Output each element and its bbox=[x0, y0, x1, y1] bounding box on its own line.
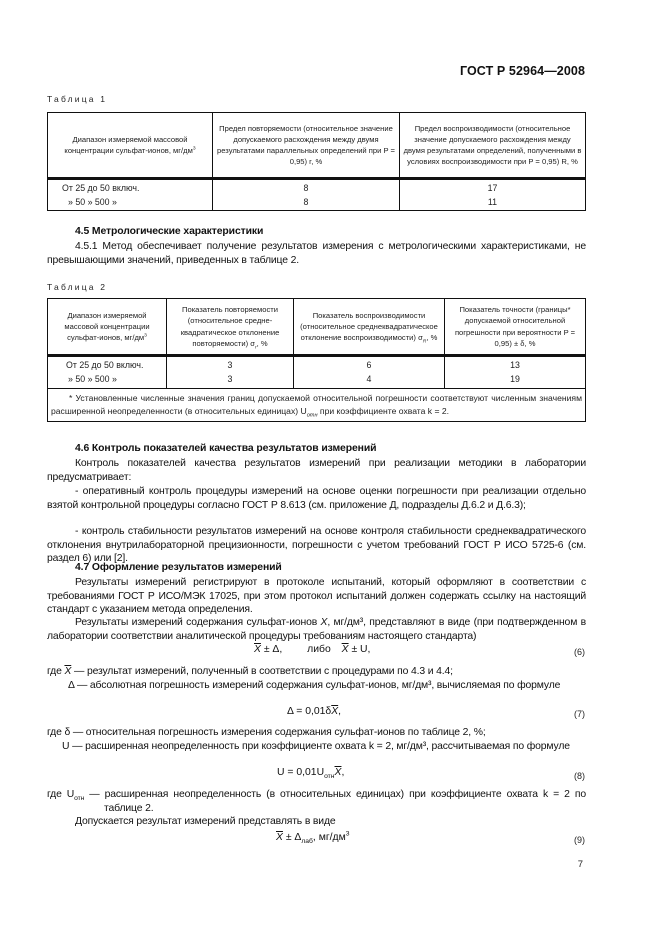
table1-header-reproducibility: Предел воспроизводимости (относительное значение допускаемого расхождения между двумя результатами определений, полученными в условиях воспроизводимости при P = 0,95) R, % bbox=[400, 113, 586, 179]
table-row: » 50 » 500 » 8 11 bbox=[48, 194, 586, 211]
where-x: где $\overline{X}$ — результат измерений, полученный в соответствии с процедурами по 4.3 и 4.4; bbox=[47, 666, 453, 677]
table-1 bbox=[47, 112, 586, 211]
section-4-7-heading: 4.7 Оформление результатов измерений bbox=[75, 562, 282, 573]
table-2 bbox=[47, 298, 586, 422]
section-4-7-para3: Допускается результат измерений представлять в виде bbox=[75, 816, 336, 827]
table2-header-repeatability: Показатель повторяемости (относительное среднеквадратическое отклонение повторяемости) $\sigma_r$, % bbox=[167, 299, 294, 356]
equation-6: $\overline{X} \pm \Delta$, либо $\overline{X} \pm U$, bbox=[254, 644, 371, 655]
where-delta: Δ — абсолютная погрешность измерений содержания сульфат-ионов, мг/дм³, вычисляемая по формуле bbox=[68, 680, 561, 691]
table-row: От 25 до 50 включ. 3 6 13 bbox=[48, 356, 586, 372]
section-4-5-heading: 4.5 Метрологические характеристики bbox=[75, 226, 264, 237]
table2-caption: Таблица 2 bbox=[47, 282, 108, 292]
equation-9-number: (9) bbox=[574, 835, 585, 845]
table1-header-range: Диапазон измеряемой массовой концентрации сульфат-ионов, $мг/дм^3$ bbox=[48, 113, 213, 179]
equation-8: $U = 0,01U_{отн}\overline{X}$, bbox=[277, 767, 345, 781]
equation-9: $\overline{X} \pm \Delta_{лаб}$, $мг/дм^3$ bbox=[276, 830, 350, 846]
section-4-6-heading: 4.6 Контроль показателей качества результатов измерений bbox=[75, 443, 377, 454]
section-4-5-paragraph: 4.5.1 Метод обеспечивает получение результатов измерения с метрологическими характеристиками, не превышающими значений, приведенных в таблице 2. bbox=[47, 241, 586, 266]
equation-7: $\Delta = 0,01\delta\overline{X}$, bbox=[287, 706, 342, 717]
equation-7-number: (7) bbox=[574, 709, 585, 719]
table2-footnote: * Установленные численные значения границ допускаемой относительной погрешности соответствуют численным значениям расширенной неопределенности (в относительных единицах) $U_{отн}$ при коэффициенте охвата k = 2. bbox=[48, 389, 586, 422]
table2-header-reproducibility: Показатель воспроизводимости (относительное среднеквадратическое отклонение воспроизводимости) $\sigma_R$, % bbox=[294, 299, 445, 356]
section-4-7-para2: Результаты измерений содержания сульфат-ионов X, мг/дм³, представляют в виде (при подтвержденном в лаборатории соответствии аналитической процедуры требованиям настоящего стандарта) bbox=[47, 617, 586, 642]
table-row: » 50 » 500 » 3 4 19 bbox=[48, 371, 586, 389]
equation-8-number: (8) bbox=[574, 771, 585, 781]
section-4-7-para1: Результаты измерений регистрируют в протоколе испытаний, который оформляют в соответствии с требованиями ГОСТ Р ИСО/МЭК 17025, при этом протокол испытаний должен содержать ссылку на настоящий стандарт с указанием метода определения. bbox=[47, 577, 586, 616]
table2-footnote-row bbox=[48, 389, 586, 422]
table1-header-repeatability: Предел повторяемости (относительное значение допускаемого расхождения между двумя результатами параллельных определений при P = 0,95) r, % bbox=[213, 113, 400, 179]
where-u: U — расширенная неопределенность при коэффициенте охвата k = 2, мг/дм³, рассчитываемая по формуле bbox=[62, 741, 570, 752]
section-4-6-para1: Контроль показателей качества результатов измерений при реализации методики в лаборатории предусматривает: bbox=[47, 458, 586, 483]
section-4-6-para3: - контроль стабильности результатов измерений на основе контроля стабильности среднеквадратического отклонения внутрилабораторной прецизионности, погрешности с учетом требований ГОСТ Р ИСО 5725-6 (см. раздел 6) или [2]. bbox=[47, 526, 586, 565]
table2-header-accuracy: Показатель точности (границы* допускаемой относительной погрешности при вероятности P = 0,95) ± δ, % bbox=[445, 299, 586, 356]
section-4-6-para2: - оперативный контроль процедуры измерений на основе оценки погрешности при реализации отдельно взятой контрольной процедуры согласно ГОСТ Р 8.613 (см. приложение Д, подразделы Д.6.2 и Д.6.3); bbox=[47, 486, 586, 511]
where-u-otn: где $U_{отн}$ — расширенная неопределенность (в относительных единицах) при коэффициенте охвата k = 2 по таблице 2. bbox=[47, 789, 586, 814]
table1-caption: Таблица 1 bbox=[47, 94, 108, 104]
where-delta-rel: где δ — относительная погрешность измерения содержания сульфат-ионов по таблице 2, %; bbox=[47, 727, 486, 738]
document-header: ГОСТ Р 52964—2008 bbox=[459, 64, 585, 78]
page-number: 7 bbox=[577, 859, 583, 870]
equation-6-number: (6) bbox=[574, 647, 585, 657]
table2-header-range: Диапазон измеряемой массовой концентрации сульфат-ионов, $мг/дм^3$ bbox=[48, 299, 167, 356]
table-row: От 25 до 50 включ. 8 17 bbox=[48, 179, 586, 195]
